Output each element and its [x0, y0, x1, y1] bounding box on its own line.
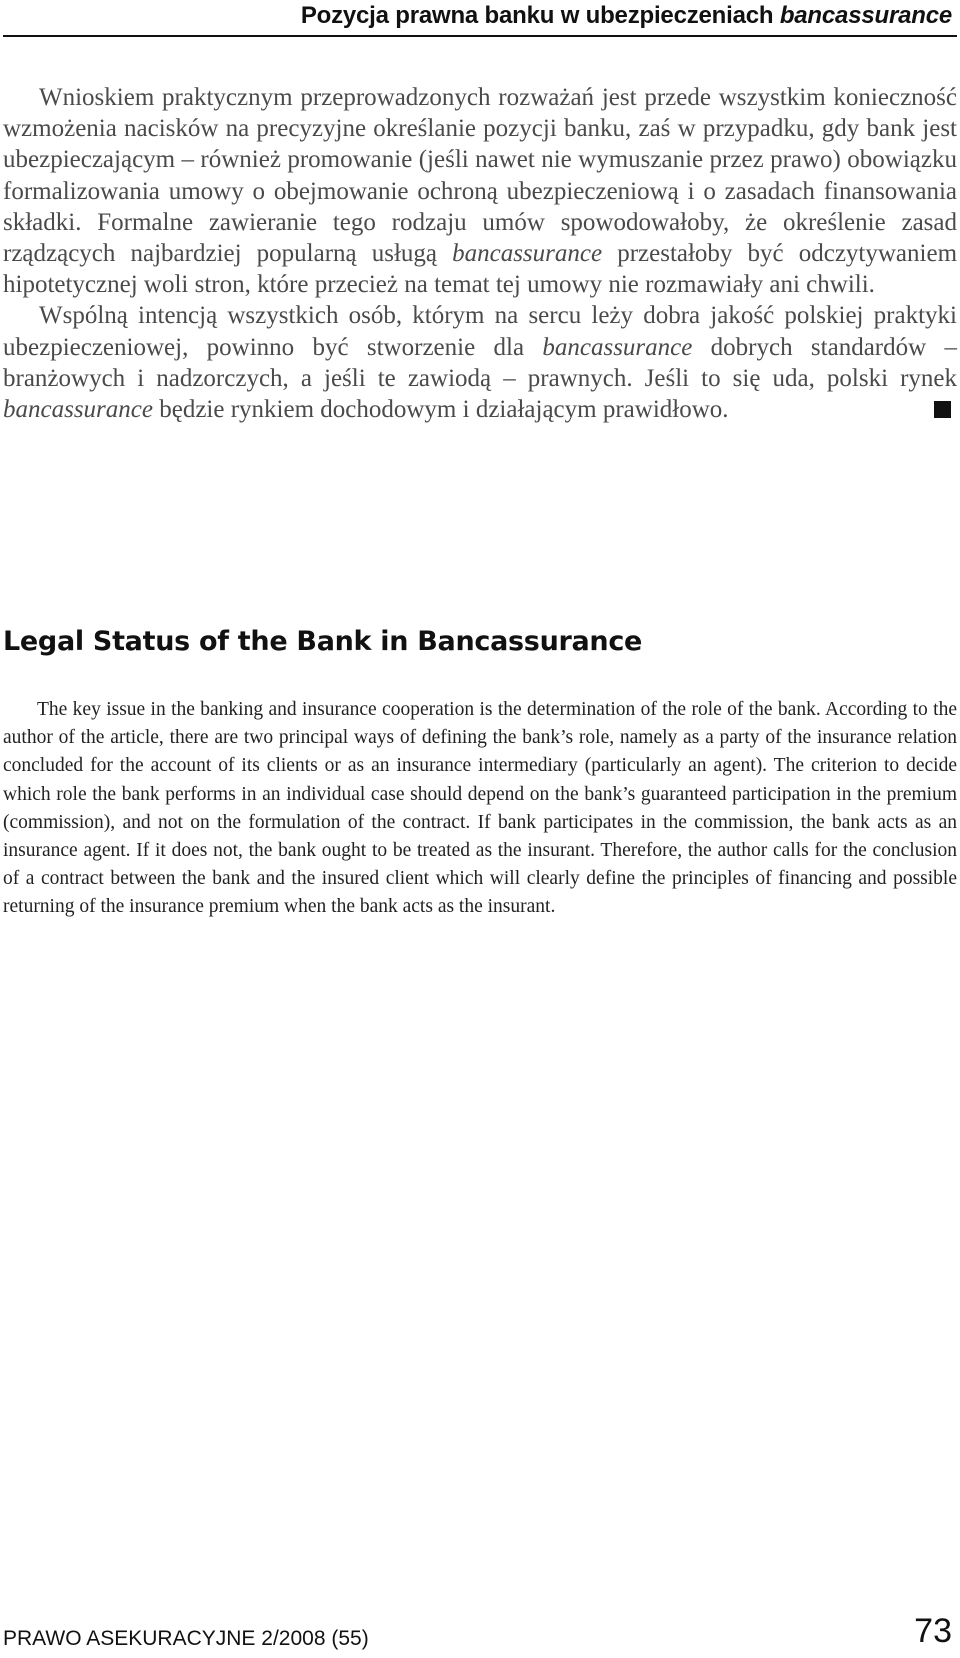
paragraph-2-italic-term-2: bancassurance — [3, 396, 153, 424]
paragraph-1-part-1: Wnioskiem praktycznym przeprowadzonych rozważań jest przede wszystkim konieczność wzmożenia nacisków na precyzyjne określanie pozycji banku, zaś w przypadku, gdy bank jest ubezpieczającym – również promowanie (jeśli nawet nie wymuszanie przez prawo) obowiązku formalizowania umowy o obejmowanie ochroną ubezpieczeniową i o zasadach finansowania składki. Formalne zawieranie tego rodzaju umów spowodowałoby, że określenie zasad rządzących najbardziej popularną usługą — [3, 84, 957, 268]
header-rule — [3, 35, 957, 37]
end-of-article-square-icon — [934, 401, 951, 418]
footer-journal-name: PRAWO ASEKURACYJNE 2/2008 (55) — [3, 1627, 369, 1650]
running-header — [301, 2, 952, 30]
abstract-text: The key issue in the banking and insurance cooperation is the determination of the role of the bank. According to the author of the article, there are two principal ways of defining the bank’s role, namely as a party of the insurance relation concluded for the account of its clients or as an insurance intermediary (particularly an agent). The criterion to decide which role the bank performs in an individual case should depend on the bank’s guaranteed participation in the premium (commission), and not on the formulation of the contract. If bank participates in the commission, the bank acts as an insurance agent. If it does not, the bank ought to be treated as the insurant. Therefore, the author calls for the conclusion of a contract between the bank and the insured client which will clearly define the principles of financing and possible returning of the insurance premium when the bank acts as the insurant. — [3, 699, 957, 918]
running-header-text: Pozycja prawna banku w ubezpieczeniach — [300, 2, 780, 29]
paragraph-1 — [3, 82, 957, 300]
paragraph-1-part-2: przestałoby być odczytywaniem hipotetycznej woli stron, które przecież na temat tej umowy nie rozmawiały ani chwili. — [3, 240, 958, 299]
paragraph-2-part-3: będzie rynkiem dochodowym i działającym prawidłowo. — [152, 396, 729, 424]
footer-page-number: 73 — [914, 1612, 952, 1650]
paragraph-2-italic-term-1: bancassurance — [542, 333, 693, 361]
running-header-italic-term: bancassurance — [779, 2, 952, 29]
paragraph-2-part-1: Wspólną intencją wszystkich osób, którym na sercu leży dobra jakość polskiej praktyki ubezpieczeniowej, powinno być stworzenie dla — [3, 302, 957, 361]
article-conclusion — [3, 82, 957, 425]
paragraph-2 — [3, 300, 957, 425]
abstract-title: Legal Status of the Bank in Bancassurance — [3, 626, 643, 657]
paragraph-2-part-2: dobrych standardów – branżowych i nadzorczych, a jeśli te zawiodą – prawnych. Jeśli to się uda, polski rynek — [3, 333, 957, 392]
paragraph-1-italic-term: bancassurance — [452, 240, 603, 268]
